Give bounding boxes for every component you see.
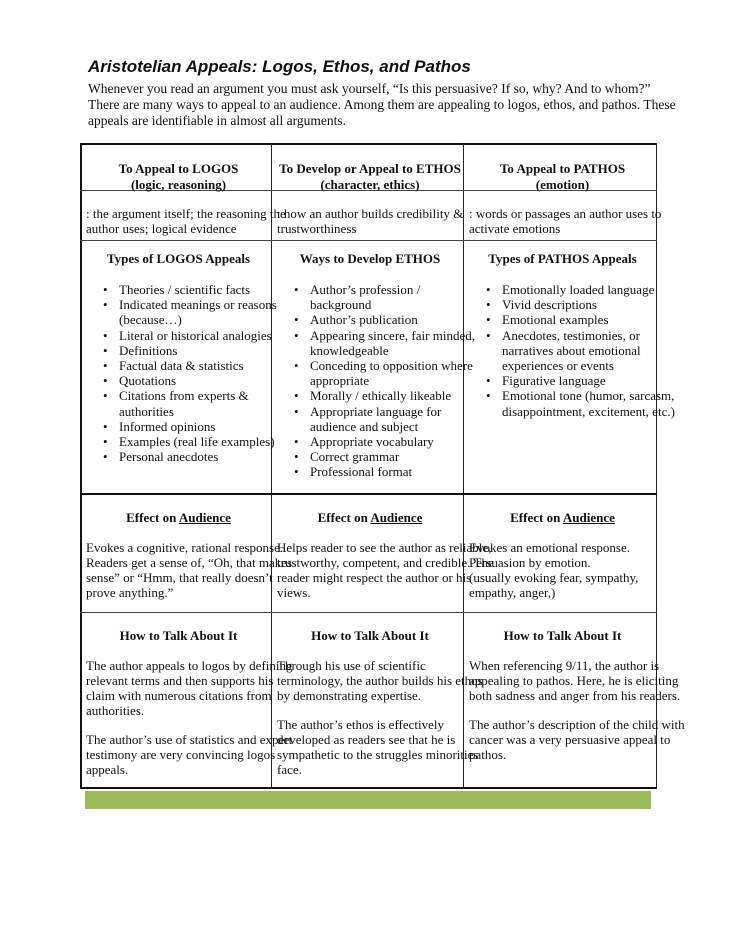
list-item: • Figurative language (469, 373, 656, 388)
list-item: • Professional format (277, 464, 463, 479)
logos-heading-cell (86, 161, 271, 193)
ethos-subheading: (character, ethics) (320, 177, 420, 192)
logos-talk-line: The author’s use of statistics and expert (86, 732, 293, 747)
logos-effect-line: Evokes a cognitive, rational response. (86, 540, 284, 555)
ethos-talk-paragraph-2 (277, 717, 479, 777)
intro-paragraph: Whenever you read an argument you must ask yourself, “Is this persuasive? If so, why? And to whom?” There are many ways to appeal to an audience. Among them are appealing to logos, ethos, and pathos. These appeals are identifiable in almost all arguments. (88, 81, 676, 128)
pathos-talk-line: When referencing 9/11, the author is (469, 658, 660, 673)
ethos-definition-line: trustworthiness (277, 221, 357, 236)
pathos-talk-line: pathos. (469, 747, 507, 762)
list-item: • Theories / scientific facts (86, 282, 271, 297)
list-item: • Anecdotes, testimonies, or (469, 328, 656, 343)
ethos-heading-cell (277, 161, 463, 193)
logos-talk-line: appeals. (86, 762, 129, 777)
logos-effect-line: sense” or “Hmm, that really doesn’t (86, 570, 273, 585)
list-item: • Emotionally loaded language (469, 282, 656, 297)
pathos-talk-paragraph-2 (469, 717, 685, 762)
logos-talk-heading: How to Talk About It (119, 628, 238, 643)
pathos-talk-text (469, 658, 685, 776)
ethos-effect-line: views. (277, 585, 311, 600)
logos-types-heading: Types of LOGOS Appeals (106, 251, 251, 266)
list-item: • Emotional examples (469, 312, 656, 327)
pathos-talk-paragraph-1 (469, 658, 681, 703)
pathos-talk-line: appealing to pathos. Here, he is eliciting (469, 673, 679, 688)
ethos-effect-heading (277, 510, 463, 526)
list-item: • Factual data & statistics (86, 358, 271, 373)
list-item: • Citations from experts & (86, 388, 271, 403)
list-item: disappointment, excitement, etc.) (502, 403, 675, 419)
list-item: audience and subject (310, 418, 419, 434)
ethos-talk-line: face. (277, 762, 302, 777)
list-item: (because…) (119, 312, 182, 328)
row-divider (80, 493, 657, 495)
list-item: appropriate (310, 373, 370, 389)
list-item: • Personal anecdotes (86, 449, 271, 464)
ethos-effect-heading-prefix: Effect on (317, 510, 371, 525)
pathos-definition-line: : words or passages an author uses to (469, 206, 662, 221)
pathos-talk-line: both sadness and anger from his readers. (469, 688, 681, 703)
list-item: • Correct grammar (277, 449, 463, 464)
logos-effect-heading-prefix: Effect on (126, 510, 179, 525)
list-item: knowledgeable (310, 342, 389, 358)
ethos-types-bullets (277, 282, 475, 480)
logos-types-bullets (86, 282, 277, 465)
list-item: experiences or events (502, 358, 614, 374)
list-item: • Appropriate language for (277, 404, 463, 419)
row-divider (80, 240, 657, 241)
list-item: • Definitions (86, 343, 271, 358)
pathos-effect-line: empathy, anger,) (469, 585, 556, 600)
ethos-types-heading: Ways to Develop ETHOS (299, 251, 441, 266)
logos-effect-line: Readers get a sense of, “Oh, that makes (86, 555, 293, 570)
pathos-effect-text (469, 540, 656, 600)
logos-effect-heading-word: Audience (178, 510, 231, 525)
logos-types-list (86, 282, 277, 465)
ethos-talk-line: by demonstrating expertise. (277, 688, 422, 703)
pathos-types-list (469, 282, 675, 419)
ethos-talk-line: developed as readers see that he is (277, 732, 456, 747)
list-item: • Emotional tone (humor, sarcasm, (469, 388, 656, 403)
list-item: background (310, 297, 372, 313)
list-item: • Informed opinions (86, 419, 271, 434)
pathos-heading-cell (469, 161, 656, 193)
ethos-talk-heading: How to Talk About It (311, 628, 429, 643)
ethos-talk-line: terminology, the author builds his ethos (277, 673, 483, 688)
ethos-talk-paragraph-1 (277, 658, 483, 703)
list-item: • Vivid descriptions (469, 297, 656, 312)
pathos-definition (469, 206, 662, 236)
pathos-talk-line: cancer was a very persuasive appeal to (469, 732, 671, 747)
list-item: • Examples (real life examples) (86, 434, 271, 449)
logos-effect-text (86, 540, 293, 600)
pathos-heading: To Appeal to PATHOS (499, 161, 626, 176)
ethos-talk-line: sympathetic to the struggles minorities (277, 747, 479, 762)
logos-definition-line: : the argument itself; the reasoning the (86, 206, 286, 221)
pathos-types-bullets (469, 282, 675, 419)
list-item: • Literal or historical analogies (86, 328, 271, 343)
ethos-effect-heading-word: Audience (370, 510, 423, 525)
list-item: • Appropriate vocabulary (277, 434, 463, 449)
list-item: authorities (119, 403, 174, 419)
pathos-definition-line: activate emotions (469, 221, 561, 236)
ethos-talk-text (277, 658, 483, 791)
ethos-types-list (277, 282, 475, 480)
logos-definition-line: author uses; logical evidence (86, 221, 237, 236)
pathos-types-heading: Types of PATHOS Appeals (488, 251, 637, 266)
list-item: • Indicated meanings or reasons (86, 297, 271, 312)
ethos-effect-text (277, 540, 494, 600)
logos-effect-line: prove anything.” (86, 585, 174, 600)
pathos-effect-heading (469, 510, 656, 526)
list-item: • Conceding to opposition where (277, 358, 463, 373)
pathos-effect-line: Evokes an emotional response. (469, 540, 631, 555)
pathos-subheading: (emotion) (535, 177, 590, 192)
row-divider (80, 612, 657, 613)
pathos-effect-heading-word: Audience (562, 510, 615, 525)
ethos-talk-line: Through his use of scientific (277, 658, 426, 673)
logos-effect-heading (86, 510, 271, 526)
logos-definition (86, 206, 286, 236)
list-item: • Appearing sincere, fair minded, (277, 328, 463, 343)
logos-heading: To Appeal to LOGOS (118, 161, 239, 176)
list-item: • Morally / ethically likeable (277, 388, 463, 403)
pathos-effect-heading-prefix: Effect on (510, 510, 563, 525)
ethos-definition-line: : how an author builds credibility & (277, 206, 464, 221)
logos-talk-line: testimony are very convincing logos (86, 747, 276, 762)
logos-subheading: (logic, reasoning) (130, 177, 227, 192)
logos-talk-line: The author appeals to logos by defining (86, 658, 293, 673)
logos-talk-line: relevant terms and then supports his (86, 673, 274, 688)
pathos-talk-heading: How to Talk About It (503, 628, 622, 643)
document-title: Aristotelian Appeals: Logos, Ethos, and Pathos (88, 57, 471, 76)
logos-talk-line: claim with numerous citations from (86, 688, 272, 703)
accent-bar (85, 791, 651, 809)
pathos-effect-line: Persuasion by emotion. (469, 555, 591, 570)
pathos-talk-line: The author’s description of the child with (469, 717, 685, 732)
list-item: • Author’s profession / (277, 282, 463, 297)
ethos-effect-line: reader might respect the author or his (277, 570, 472, 585)
ethos-talk-line: The author’s ethos is effectively (277, 717, 445, 732)
logos-talk-line: authorities. (86, 703, 145, 718)
ethos-definition (277, 206, 463, 236)
list-item: • Author’s publication (277, 312, 463, 327)
ethos-effect-line: trustworthy, competent, and credible. The (277, 555, 494, 570)
list-item: • Quotations (86, 373, 271, 388)
ethos-effect-line: Helps reader to see the author as reliable, (277, 540, 492, 555)
list-item: narratives about emotional (502, 342, 641, 358)
ethos-heading: To Develop or Appeal to ETHOS (279, 161, 461, 176)
logos-talk-paragraph-1 (86, 658, 293, 718)
pathos-effect-line: (usually evoking fear, sympathy, (469, 570, 639, 585)
